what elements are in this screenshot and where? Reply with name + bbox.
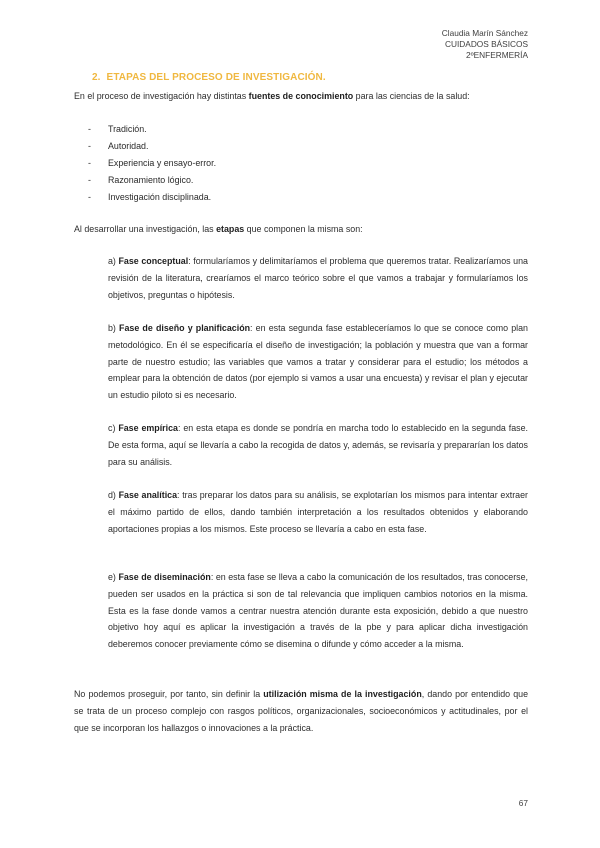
phase-letter: c) — [108, 423, 119, 433]
etapas-text-start: Al desarrollar una investigación, las — [74, 224, 217, 234]
phase-description: : en esta fase se lleva a cabo la comunicación de los resultados, tras conocerse, pueden ser usados en la práctica si son de tal relevancia que impliquen cambios notorios en la misma. Esta es la fase donde vamos a centrar nuestra atención durante esta exposición, debido a que nuestro objetivo hoy aquí es aplicar la investigación a través de la pbe y para aplicar dicha investigación deberemos conocer previamente cómo se disemina o difunde y cómo acceder a la misma. — [108, 572, 529, 650]
phase-description: : formularíamos y delimitaríamos el problema que queremos tratar. Realizaríamos una revisión de la literatura, crearíamos el marco teórico sobre el que vamos a trabajar y formularíamos los objetivos, preguntas o hipótesis. — [108, 256, 528, 300]
intro-bold-term: fuentes de conocimiento — [248, 91, 354, 101]
list-dash: - — [88, 191, 91, 202]
list-dash: - — [88, 140, 91, 151]
conclusion-bold-term: utilización misma de la investigación — [263, 689, 422, 699]
conclusion-text-start: No podemos proseguir, por tanto, sin definir la — [74, 689, 264, 699]
conclusion-paragraph — [74, 686, 528, 736]
etapas-bold-term: etapas — [216, 224, 245, 234]
list-item — [88, 172, 216, 189]
list-item-label: Tradición. — [108, 124, 147, 134]
phase-design — [108, 320, 528, 404]
list-item-label: Autoridad. — [108, 140, 149, 151]
etapas-text-end: que componen la misma son: — [244, 224, 363, 234]
list-dash: - — [88, 124, 91, 134]
phase-letter: a) — [108, 256, 119, 266]
list-item — [88, 189, 216, 206]
section-title: ETAPAS DEL PROCESO DE INVESTIGACIÓN. — [106, 72, 326, 83]
phase-letter: d) — [108, 490, 119, 500]
intro-text-start: En el proceso de investigación hay distintas — [74, 91, 249, 101]
phase-name: Fase de diseño y planificación — [119, 323, 251, 333]
etapas-intro-paragraph — [74, 221, 534, 238]
phase-name: Fase conceptual — [118, 256, 189, 266]
phase-name: Fase analítica — [118, 490, 178, 500]
list-item-label: Investigación disciplinada. — [108, 191, 212, 202]
list-dash: - — [88, 157, 91, 168]
phase-name: Fase empírica — [118, 423, 178, 433]
list-item-label: Experiencia y ensayo-error. — [108, 157, 217, 168]
phase-description: : en esta etapa es donde se pondría en marcha todo lo establecido en la segunda fase. De esta forma, aquí se llevaría a cabo la recogida de datos y, además, se revisaría y prepararían los datos para su análisis. — [108, 423, 529, 467]
phase-conceptual — [108, 253, 528, 303]
page-number: 67 — [518, 798, 528, 808]
intro-paragraph — [74, 88, 534, 105]
section-number: 2. — [92, 72, 101, 83]
list-item — [88, 155, 216, 172]
header-year: 2ºENFERMERÍA — [465, 50, 528, 61]
phase-description: : tras preparar los datos para su análisis, se explotarían los mismos para intentar extraer el máximo partido de ellos, dando también interpretación a los resultados obtenidos y elaborando aportaciones propias a los mismos. Este proceso se llevaría a cabo en esta fase. — [108, 490, 528, 534]
phase-letter: b) — [108, 323, 120, 333]
phase-analytic — [108, 487, 528, 537]
phase-dissemination — [108, 569, 528, 653]
section-heading — [92, 72, 326, 83]
list-item — [88, 138, 216, 155]
phase-description: : en esta segunda fase estableceríamos lo que se conoce como plan metodológico. En él se especificaría el diseño de investigación; la población y muestra que van a formar parte de nuestro estudio; las variables que vamos a tratar y considerar para el estudio; los métodos a emplear para la obtención de datos (por ejemplo si vamos a usar una encuesta) y revisar el plan y ejecutar un estudio piloto si es necesario. — [108, 323, 528, 401]
knowledge-sources-list — [88, 121, 216, 205]
header-course: CUIDADOS BÁSICOS — [445, 39, 528, 50]
intro-text-end: para las ciencias de la salud: — [353, 91, 470, 101]
header-author: Claudia Marín Sánchez — [441, 28, 528, 38]
phase-empirical — [108, 420, 528, 470]
phase-letter: e) — [108, 572, 119, 582]
page-header — [442, 28, 528, 62]
list-item — [88, 121, 216, 138]
phase-name: Fase de diseminación — [118, 572, 211, 582]
conclusion-text-end: , dando por entendido que se trata de un proceso complejo con rasgos políticos, organizacionales, socioeconómicos y actitudinales, por el que se incorporan los hallazgos o innovaciones a la práctica. — [74, 689, 529, 733]
list-item-label: Razonamiento lógico. — [108, 174, 194, 185]
list-dash: - — [88, 174, 91, 185]
